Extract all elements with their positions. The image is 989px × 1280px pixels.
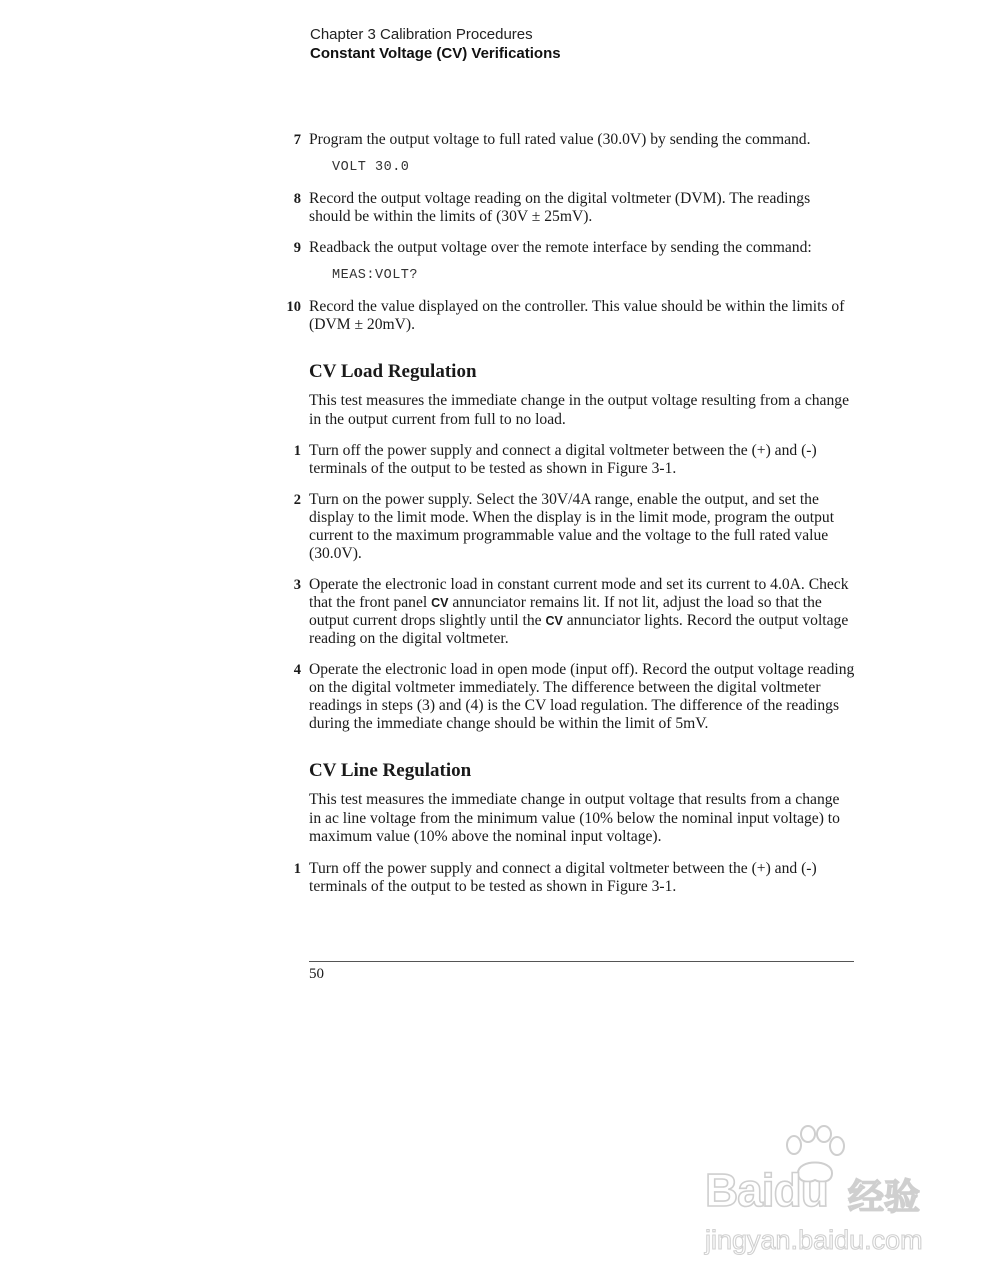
step-text: Record the value displayed on the controller. This value should be within the limits of (DVM ± 20mV). [309,298,845,333]
command-code: VOLT 30.0 [332,160,410,175]
watermark-cn: 经验 [848,1177,921,1218]
watermark-brand-part: du [773,1164,828,1216]
chapter-title: Chapter 3 Calibration Procedures [310,26,533,43]
step-text: Turn off the power supply and connect a digital voltmeter between the (+) and (-) terminals of the output to be tested as shown in Figure 3-1. [309,859,817,895]
step-text-part: annunciator lights. Record the output voltage reading on the digital voltmeter. [309,612,849,647]
cv-annunciator-label: CV [431,596,449,610]
step-number: 3 [293,577,301,593]
step-text: Record the output voltage reading on the digital voltmeter (DVM). The readings should be within the limits of (30V ± 25mV). [309,190,811,225]
step-text [309,576,855,648]
step-text: Readback the output voltage over the remote interface by sending the command: [309,239,812,256]
baidu-watermark [700,1125,940,1255]
step-text-part: Operate the electronic load in constant current mode and set its current to 4.0A. Check that the front panel [309,576,849,611]
step-text: Turn on the power supply. Select the 30V/4A range, enable the output, and set the display to the limit mode. When the display is in the limit mode, program the output current to the maximum programmable value and the voltage to the full rated value (30.0V). [309,491,835,562]
watermark-url: jingyan.baidu.com [705,1225,923,1255]
step-item [293,190,855,226]
step-number: 9 [293,240,301,256]
step-text-part: annunciator remains lit. If not lit, adjust the load so that the output current drops slightly until the [309,594,822,629]
section-intro: This test measures the immediate change in output voltage that results from a change in ac line voltage from the minimum value (10% below the nominal input voltage) to maximum value (10% above the nominal input voltage). [309,791,840,845]
step-item [293,859,855,896]
step-number: 1 [293,860,301,877]
section-title: Constant Voltage (CV) Verifications [310,45,561,62]
watermark-brand-part: Bai [705,1164,774,1216]
section-intro: This test measures the immediate change in the output voltage resulting from a change in the output current from full to no load. [309,392,849,428]
step-number: 10 [286,299,301,315]
watermark-brand [705,1163,828,1217]
step-item [286,298,855,334]
step-text: Turn off the power supply and connect a digital voltmeter between the (+) and (-) terminals of the output to be tested as shown in Figure 3-1. [309,442,817,477]
main-content [286,131,855,909]
page-header [310,25,910,63]
page-number: 50 [309,966,324,982]
step-item [293,442,855,478]
step-item [293,239,855,285]
step-item [293,491,855,563]
section-heading-load-regulation: CV Load Regulation [309,361,477,382]
step-item [293,661,855,733]
section-heading-line-regulation: CV Line Regulation [309,760,472,781]
step-text: Program the output voltage to full rated value (30.0V) by sending the command. [309,131,811,148]
command-code: MEAS:VOLT? [332,268,419,283]
step-number: 7 [293,132,301,148]
step-number: 1 [293,443,301,459]
step-number: 4 [293,662,301,678]
step-item [293,131,855,177]
step-text: Operate the electronic load in open mode (input off). Record the output voltage reading on the digital voltmeter immediately. The difference between the digital voltmeter readings in steps (3) and (4) is the CV load regulation. The difference of the readings during the immediate change should be within the limit of 5mV. [309,661,855,732]
step-number: 8 [293,191,301,207]
step-item [293,576,855,648]
step-number: 2 [293,492,301,508]
footer-divider [309,961,854,962]
cv-annunciator-label: CV [545,614,563,628]
